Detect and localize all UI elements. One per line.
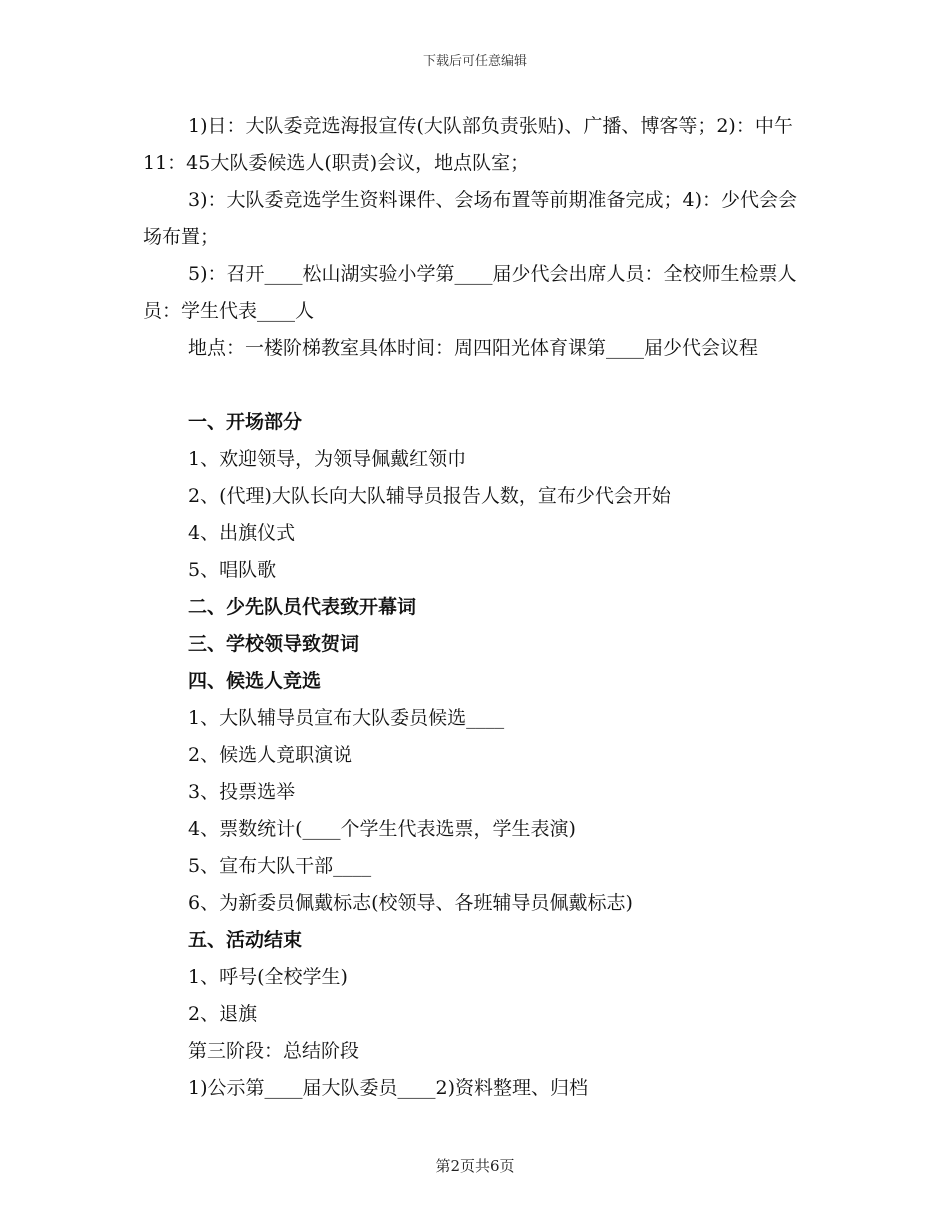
list-item: 1、大队辅导员宣布大队委员候选____ bbox=[188, 707, 505, 729]
list-item: 4、票数统计(____个学生代表选票，学生表演) bbox=[188, 818, 576, 840]
paragraph-meeting-info: 5)：召开____松山湖实验小学第____届少代会出席人员：全校师生检票人员：学生代表____人 bbox=[143, 263, 797, 322]
section-heading: 五、活动结束 bbox=[188, 929, 303, 951]
list-item: 2、候选人竟职演说 bbox=[188, 744, 353, 766]
page-header: 下载后可任意编辑 bbox=[422, 54, 527, 69]
page-footer: 第2页共6页 bbox=[435, 1157, 515, 1175]
list-item: 1、欢迎领导，为领导佩戴红领巾 bbox=[188, 448, 467, 470]
paragraph-location: 地点：一楼阶梯教室具体时间：周四阳光体育课第____届少代会议程 bbox=[188, 337, 759, 359]
list-item: 4、出旗仪式 bbox=[188, 522, 296, 544]
section-heading: 一、开场部分 bbox=[188, 411, 303, 433]
list-item: 5、唱队歌 bbox=[188, 559, 277, 581]
section-heading: 四、候选人竞选 bbox=[188, 670, 322, 692]
list-item: 2、(代理)大队长向大队辅导员报告人数，宣布少代会开始 bbox=[188, 485, 671, 507]
section-heading: 三、学校领导致贺词 bbox=[188, 633, 360, 655]
list-item: 6、为新委员佩戴标志(校领导、各班辅导员佩戴标志) bbox=[188, 892, 633, 914]
list-item: 3、投票选举 bbox=[188, 781, 296, 803]
paragraph-publicity: 1)日：大队委竞选海报宣传(大队部负责张贴)、广播、博客等；2)：中午11：45大队委候选人(职责)会议，地点队室； bbox=[143, 115, 793, 174]
list-item: 1、呼号(全校学生) bbox=[188, 966, 348, 988]
paragraph-preparation: 3)：大队委竞选学生资料课件、会场布置等前期准备完成；4)：少代会会场布置； bbox=[143, 189, 798, 248]
section-heading: 二、少先队员代表致开幕词 bbox=[188, 596, 417, 618]
list-item: 2、退旗 bbox=[188, 1003, 258, 1025]
list-item: 1)公示第____届大队委员____2)资料整理、归档 bbox=[188, 1077, 589, 1099]
list-item: 第三阶段：总结阶段 bbox=[188, 1040, 360, 1062]
list-item: 5、宣布大队干部____ bbox=[188, 855, 372, 877]
